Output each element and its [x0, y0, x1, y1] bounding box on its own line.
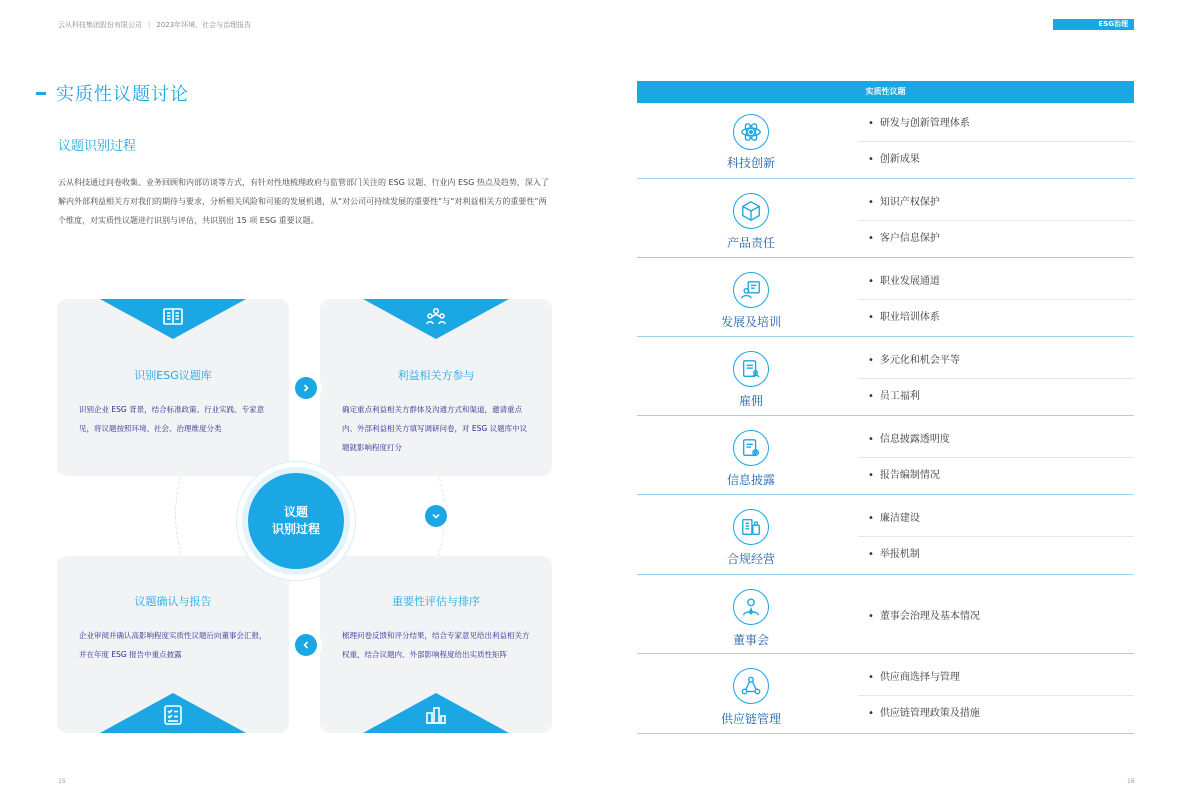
- disclosure-doc-icon: [733, 430, 769, 466]
- step-card-confirm: [57, 556, 289, 733]
- title-dash: [36, 92, 46, 95]
- company-name: 云从科技集团股份有限公司: [58, 21, 142, 29]
- topic-item: • 职业培训体系: [858, 300, 1134, 336]
- step-title: 重要性评估与排序: [392, 595, 480, 608]
- topic-item: • 董事会治理及基本情况: [858, 599, 1134, 635]
- step-card-stakeholder: [320, 299, 552, 476]
- next-left-button[interactable]: [290, 629, 322, 661]
- topic-item: • 举报机制: [858, 537, 1134, 573]
- people-icon: [424, 305, 448, 329]
- category-supply-chain: [637, 654, 1134, 734]
- step-description: 确定重点利益相关方群体及沟通方式和渠道，邀请重点内、外部利益相关方填写调研问卷，对 ESG 议题库中议题就影响程度打分: [342, 405, 528, 452]
- next-right-button[interactable]: [290, 372, 322, 404]
- book-icon: [161, 305, 185, 329]
- intro-paragraph: 云从科技通过问卷收集、业务回顾和内部访谈等方式，有针对性地梳理政府与监管部门关注的 ESG 议题、行业内 ESG 热点及趋势，深入了解内外部利益相关方对我们的期待与要求，分析相关风险和可能的发展机遇，从“对公司可持续发展的重要性”与“对利益相关方的重要性”两个维度，对实质性议题进行识别与评估，共识别出 15 项 ESG 重要议题。: [58, 178, 549, 225]
- category-information-disclosure: [637, 416, 1134, 495]
- topic-item: • 知识产权保护: [858, 185, 1134, 221]
- category-name: 供应链管理: [720, 712, 781, 726]
- category-name: 董事会: [732, 633, 769, 647]
- section-title-text: 实质性议题讨论: [56, 84, 189, 105]
- atom-icon: [733, 114, 769, 150]
- category-tech-innovation: [637, 103, 1134, 179]
- topic-item: • 创新成果: [858, 142, 1134, 178]
- header-divider: |: [148, 21, 151, 29]
- topic-item: • 信息披露透明度: [858, 422, 1134, 458]
- step-title: 识别ESG议题库: [134, 369, 212, 382]
- training-icon: [733, 272, 769, 308]
- topic-item: • 职业发展通道: [858, 264, 1134, 300]
- category-name: 雇佣: [738, 394, 763, 408]
- page-header: [58, 20, 251, 30]
- topic-item: • 廉洁建设: [858, 501, 1134, 537]
- supply-chain-icon: [733, 668, 769, 704]
- topic-item: • 报告编制情况: [858, 458, 1134, 494]
- step-description: 企业审阅并确认高影响程度实质性议题后向董事会汇报，并在年度 ESG 报告中重点披露: [79, 631, 267, 659]
- category-name: 合规经营: [726, 552, 775, 566]
- category-name: 产品责任: [726, 236, 775, 250]
- topic-item: • 员工福利: [858, 379, 1134, 415]
- cube-icon: [733, 193, 769, 229]
- topic-item: • 研发与创新管理体系: [858, 106, 1134, 142]
- topic-item: • 多元化和机会平等: [858, 343, 1134, 379]
- subsection-title: 议题识别过程: [58, 139, 137, 154]
- topic-item: • 供应链管理政策及措施: [858, 696, 1134, 732]
- topic-item: • 供应商选择与管理: [858, 660, 1134, 696]
- center-label-line2: 识别过程: [271, 522, 320, 536]
- topic-item: • 客户信息保护: [858, 221, 1134, 257]
- step-card-assess: [320, 556, 552, 733]
- checklist-icon: [161, 703, 185, 727]
- employee-doc-icon: [733, 351, 769, 387]
- board-member-icon: [733, 589, 769, 625]
- category-board: [637, 575, 1134, 654]
- report-name: 2023年环境、社会与治理报告: [156, 21, 252, 29]
- next-down-button[interactable]: [420, 500, 452, 532]
- category-employment: [637, 337, 1134, 416]
- category-compliance: [637, 495, 1134, 575]
- category-name: 信息披露: [726, 473, 775, 487]
- process-center: [248, 473, 344, 569]
- category-development-training: [637, 258, 1134, 337]
- category-product-responsibility: [637, 179, 1134, 258]
- compliance-icon: [733, 509, 769, 545]
- step-card-identify: [57, 299, 289, 476]
- category-name: 科技创新: [726, 156, 775, 170]
- category-name: 发展及培训: [720, 315, 781, 329]
- section-tag: ESG治理: [1053, 19, 1134, 30]
- step-description: 梳理问卷反馈和评分结果，结合专家意见给出利益相关方权重，结合议题内、外部影响程度给出实质性矩阵: [342, 631, 530, 659]
- step-title: 议题确认与报告: [134, 595, 212, 608]
- page-number-right: 16: [1127, 778, 1135, 785]
- table-header: 实质性议题: [637, 81, 1134, 103]
- chevron-down-icon: [431, 511, 441, 521]
- page-number-left: 15: [58, 778, 66, 785]
- center-label-line1: 议题: [283, 505, 308, 519]
- chevron-right-icon: [301, 383, 311, 393]
- section-title: [36, 80, 189, 106]
- bar-chart-icon: [424, 703, 448, 727]
- chevron-left-icon: [301, 640, 311, 650]
- step-description: 识别企业 ESG 背景，结合标准政策、行业实践、专家意见，将议题按照环境、社会、治理维度分类: [79, 405, 265, 433]
- step-title: 利益相关方参与: [397, 369, 475, 382]
